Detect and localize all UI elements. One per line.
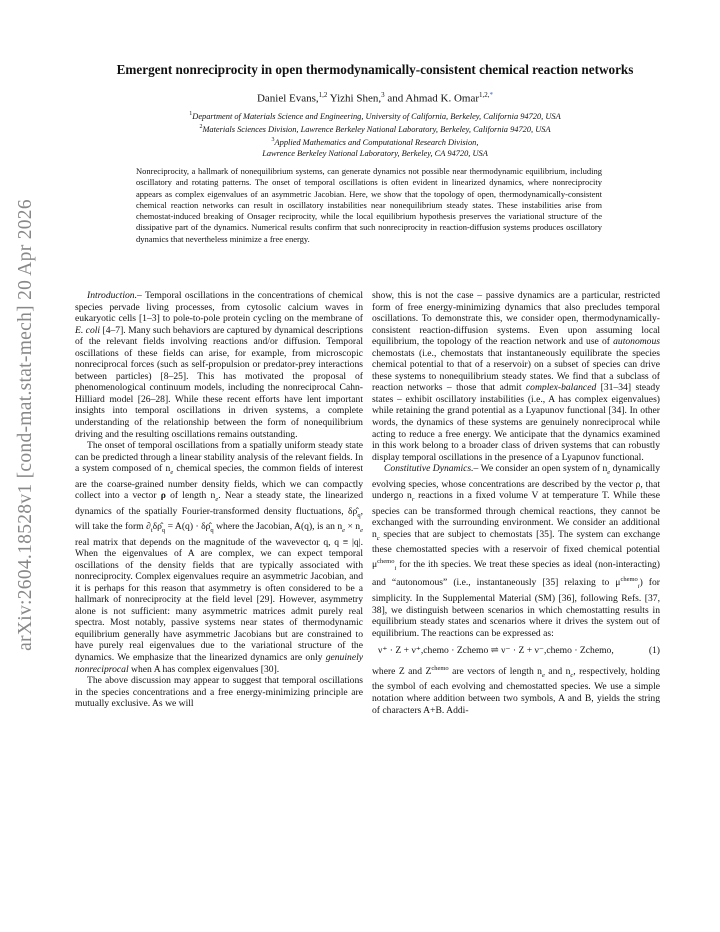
paragraph-introduction: Introduction.– Temporal oscillations in the concentrations of chemical species pervade living processes, from cytosolic calcium waves in eukaryotic cells [1–3] to pole-to-pole protein cycling on the membrane of E. coli [4–7]. Many such behaviors are captured by dynamical descriptions of the relevant fields involving reactions and/or diffusion. Temporal oscillations of these fields can arise, for example, from microscopic nonreciprocal forces (such as self-propulsion or predator-prey interactions between particles) [8–25]. This has motivated the proposal of phenomenological continuum models, including the nonreciprocal Cahn-Hilliard model [26–28]. While these recent efforts have lent important insights into temporal oscillations in driven systems, a complete understanding of the relationship between the form of nonequilibrium driving and the resulting oscillations remains outstanding. (75, 290, 363, 440)
paragraph-linear-stability: The onset of temporal oscillations from a spatially uniform steady state can be predicted through a linear stability analysis of the relevant fields. In a system composed of $n_e$ chemical species, the common fields of interest are the coarse-grained number density fields, which we can compactly collect into a vector ρ of length $n_e$. Near a steady state, the linearized dynamics of the spatially Fourier-transformed density fluctuations, $\delta\rhô_q$, will take the form $\partial_t\delta\rhô_q = A(q)$ · $\delta\rhô_q$ where the Jacobian, A(q), is an $n_e \times n_e$ real matrix that depends on the magnitude of the wavevector q, q ≡ |q|. When the eigenvalues of A are complex, we can expect temporal oscillations of the density fields that are typically associated with nonreciprocity. Complex eigenvalues require an asymmetric Jacobian, and it is perhaps for this reason that asymmetry is often considered to be a hallmark of nonreciprocity at the field level [29]. However, asymmetry alone is not sufficient: many asymmetric matrices admit purely real spectra. Most notably, passive systems near states of thermodynamic equilibrium generally have asymmetric Jacobians but are constrained to have purely real eigenvalues due to the variational structure of the dynamics. We emphasize that the linearized dynamics are only genuinely nonreciprocal when A has complex eigenvalues [30]. (75, 440, 363, 675)
paper-title: Emergent nonreciprocity in open thermodynamically-consistent chemical reaction networks (116, 62, 634, 77)
arxiv-id-text: arXiv:2604.18528v1 [cond-mat.stat-mech] 20 Apr 2026 (15, 199, 36, 651)
paragraph-discussion: The above discussion may appear to suggest that temporal oscillations in the species concentrations and a free energy-minimizing principle are mutually exclusive. As we will (75, 675, 363, 710)
equation-number: (1) (648, 645, 660, 657)
abstract: Nonreciprocity, a hallmark of nonequilibrium systems, can generate dynamics not possible near thermodynamic equilibrium, including oscillatory and rotating patterns. The onset of temporal oscillations is often evident in linearized dynamics, where nonreciprocity appears as complex eigenvalues of an asymmetric Jacobian. Here, we show that the topology of open, thermodynamically-consistent chemical reaction networks can result in oscillatory instabilities near nonequilibrium steady states. These instabilities arise from chemostat-induced breaking of Onsager reciprocity, while the local equilibrium hypothesis preserves the variational structure of the dissipative part of the dynamics. Numerical results confirm that such nonreciprocity in reaction-diffusion systems produces oscillatory dynamics that nevertheless minimize a free energy. (136, 166, 602, 244)
left-column (75, 290, 363, 710)
right-column (372, 290, 660, 716)
author-name: Yizhi Shen, (329, 92, 382, 105)
affiliation-line: Lawrence Berkeley National Laboratory, Berkeley, CA 94720, USA (262, 149, 488, 158)
affiliation-line: $^3$Applied Mathematics and Computational Research Division, (271, 137, 479, 147)
affiliation-line: $^2$Materials Sciences Division, Lawrence Berkeley National Laboratory, Berkeley, California 94720, USA (199, 124, 551, 134)
author-affil-mark: 1,2, (479, 91, 490, 99)
affiliations (70, 109, 680, 159)
affiliation-line: $^1$Department of Materials Science and Engineering, University of California, Berkeley, California 94720, USA (189, 111, 561, 121)
author-affil-mark: 1,2 (318, 91, 328, 99)
equation-body: ν⁺ · Z + ν⁺,chemo · Zchemo ⇌ ν⁻ · Z + ν⁻,chemo · Zchemo, (378, 645, 614, 657)
arxiv-identifier-sidebar (6, 190, 46, 660)
author-affil-mark: 3 (381, 91, 385, 99)
author-name: and Ahmad K. Omar (387, 92, 480, 105)
author-list (70, 91, 680, 105)
corresponding-author-link[interactable]: * (489, 91, 494, 99)
equation-1 (372, 645, 660, 657)
paragraph-constitutive-dynamics: Constitutive Dynamics.– We consider an open system of $n_e$ dynamically evolving species, whose concentrations are described by the vector ρ, that undergo $n_r$ reactions in a fixed volume V at temperature T. While these species can be transformed through chemical reactions, they cannot be exchanged with the surrounding environment. We consider an additional $n_c$ species that are subject to chemostats [35]. The system can exchange these chemostatted species with a reservoir of fixed chemical potential $\mu^{chemo}_i$ for the ith species. We treat these species as ideal (non-interacting) and “autonomous” (i.e., instantaneously [35] relaxing to $\mu^{chemo}_i$) for simplicity. In the Supplemental Material (SM) [36], following Refs. [37, 38], we distinguish between scenarios in which chemostatting results in equilibrium steady states and scenarios where it drives the system out of equilibrium. The reactions can be expressed as: (372, 463, 660, 639)
author-name: Daniel Evans, (256, 92, 319, 105)
paragraph-continuation: show, this is not the case – passive dynamics are a particular, restricted form of free energy-minimizing dynamics that also precludes temporal oscillations. To demonstrate this, we consider open, thermodynamically-consistent reaction-diffusion systems. Even upon assuming local equilibrium, the topology of the reaction network and use of autonomous chemostats (i.e., chemostats that instantaneously equilibrate the species chemical potential to that of a reservoir) on a subset of species can drive these systems to nonequilibrium steady states. We find that a subclass of reaction networks – those that admit complex-balanced [31–34] steady states – exhibit oscillatory instabilities (i.e., A has complex eigenvalues) while retaining the grand potential as a Lyapunov functional [34]. In other words, the dynamics of these systems are genuinely nonreciprocal while acting to reduce a free energy. We anticipate that the dynamics examined in this work belong to a broader class of driven systems that can robustly display temporal oscillations in the presence of a Lyapunov functional. (372, 290, 660, 463)
paragraph-notation: where Z and $Z^{chemo}$ are vectors of length $n_e$ and $n_c$, respectively, holding the symbol of each evolving and chemostatted species. We use a simple notation where addition between two symbols, A and B, yields the string of characters A+B. Addi- (372, 664, 660, 716)
